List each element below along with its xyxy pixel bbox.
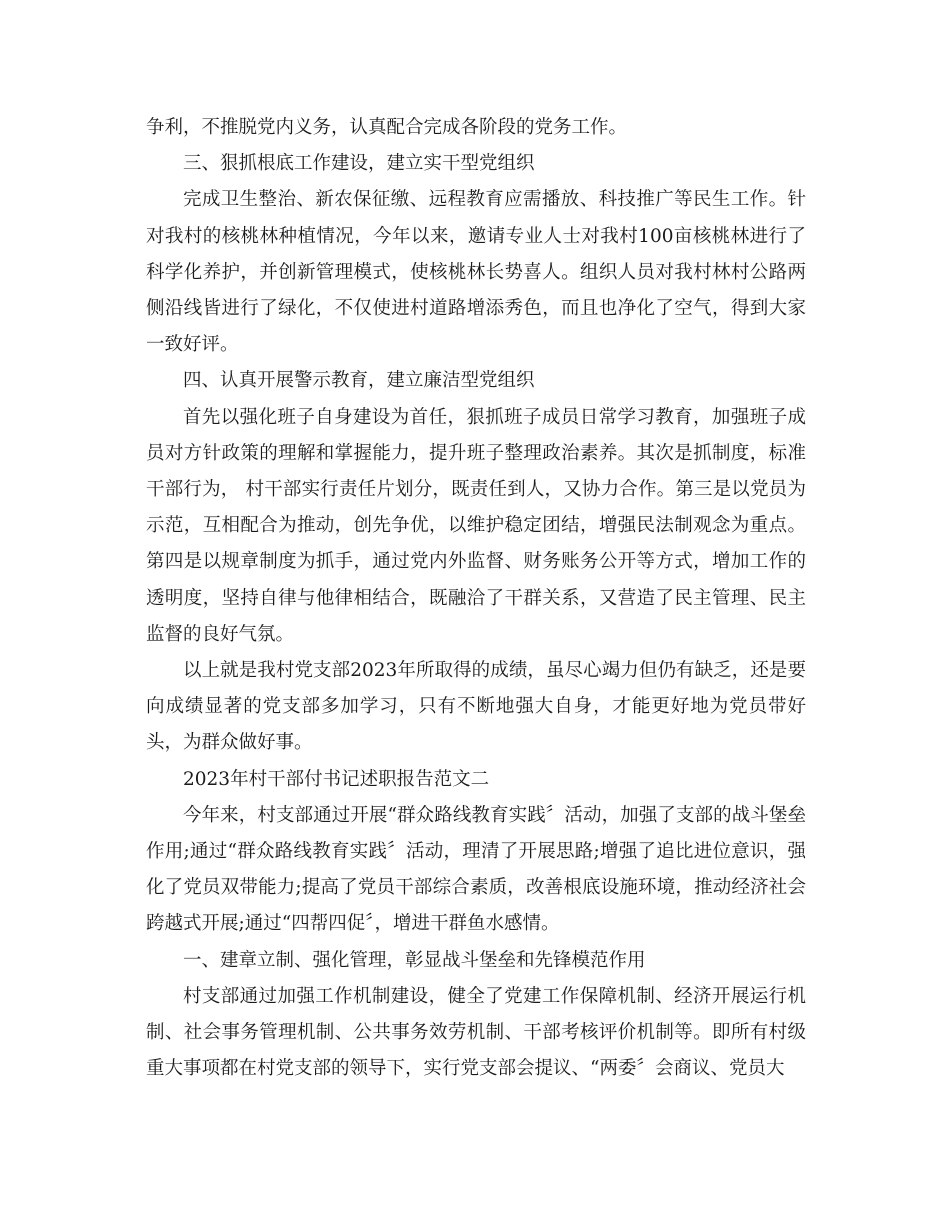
paragraph: 以上就是我村党支部2023年所取得的成绩，虽尽心竭力但仍有缺乏，还是要向成绩显著的党支部多加学习，只有不断地强大自身，才能更好地为党员带好头，为群众做好事。 [146, 660, 806, 754]
section-heading-1: 一、建章立制、强化管理，彰显战斗堡垒和先锋模范作用 [183, 949, 646, 971]
paragraph-continuation: 争利，不推脱党内义务，认真配合完成各阶段的党务工作。 [146, 117, 628, 138]
document-title: 2023年村干部付书记述职报告范文二 [183, 768, 490, 790]
document-page [146, 110, 806, 1087]
paragraph: 村支部通过加强工作机制建设，健全了党建工作保障机制、经济开展运行机制、社会事务管理机制、公共事务效劳机制、干部考核评价机制等。即所有村级重大事项都在村党支部的领导下，实行党支部会提议、“两委〞会商议、党员大 [146, 985, 806, 1080]
paragraph: 首先以强化班子自身建设为首任，狠抓班子成员日常学习教育，加强班子成员对方针政策的理解和掌握能力，提升班子整理政治素养。其次是抓制度，标准干部行为， 村干部实行责任片划分，既责任到人，又协力合作。第三是以党员为示范，互相配合为推动，创先争优，以维护稳定团结，增强民法制观念为重点。第四是以规章制度为抓手，通过党内外监督、财务账务公开等方式，增加工作的透明度，坚持自律与他律相结合，既融洽了干群关系，又营造了民主管理、民主监督的良好气氛。 [146, 406, 806, 645]
section-heading-3: 三、狠抓根底工作建设，建立实干型党组织 [183, 153, 535, 175]
paragraph: 今年来，村支部通过开展“群众路线教育实践〞活动，加强了支部的战斗堡垒作用;通过“群众路线教育实践〞活动，理清了开展思路;增强了追比进位意识，强化了党员双带能力;提高了党员干部综合素质，改善根底设施环境，推动经济社会跨越式开展;通过“四帮四促〞，增进干群鱼水感情。 [146, 804, 806, 935]
section-heading-4: 四、认真开展警示教育，建立廉洁型党组织 [183, 370, 535, 392]
paragraph: 完成卫生整治、新农保征缴、远程教育应需播放、科技推广等民生工作。针对我村的核桃林种植情况，今年以来，邀请专业人士对我村100亩核桃林进行了科学化养护，并创新管理模式，使核桃林长势喜人。组织人员对我村林村公路两侧沿线皆进行了绿化，不仅使进村道路增添秀色，而且也净化了空气，得到大家一致好评。 [146, 189, 806, 356]
